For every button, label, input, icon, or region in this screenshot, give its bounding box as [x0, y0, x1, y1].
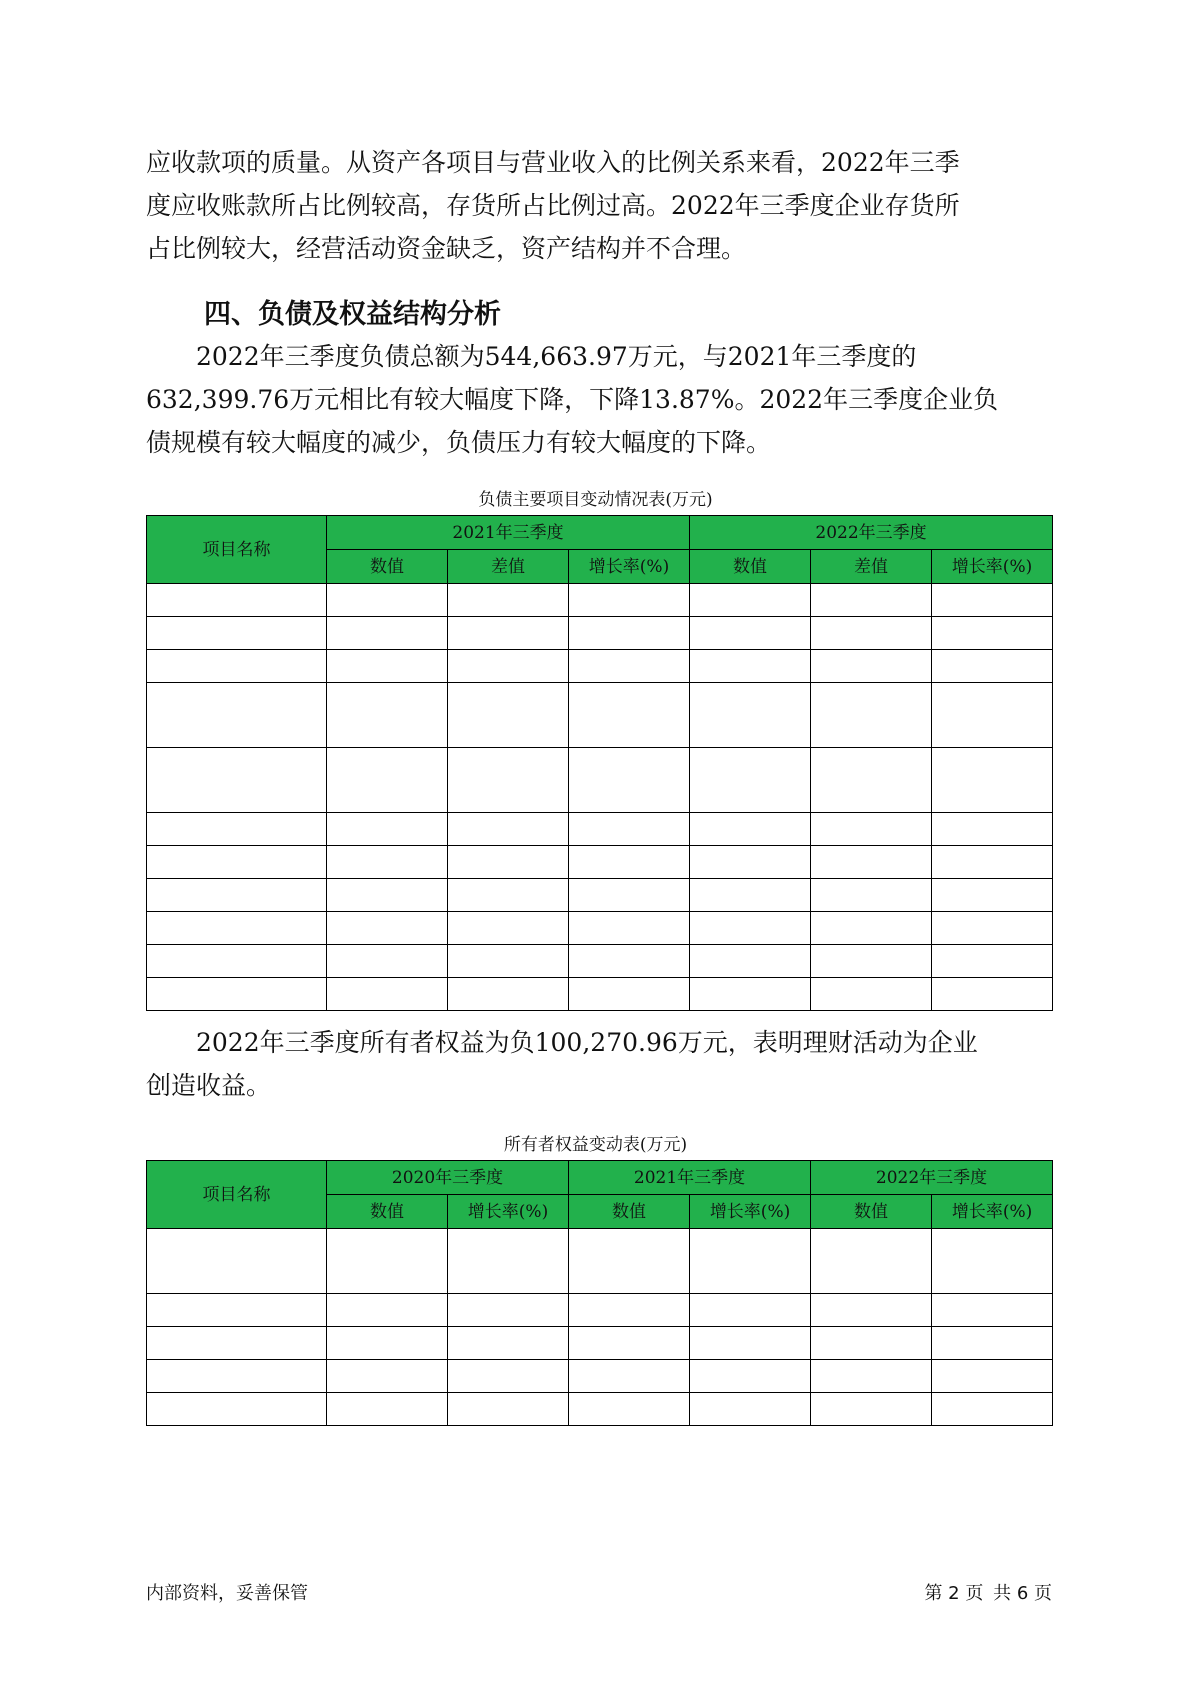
- cell-value: [690, 617, 811, 650]
- cell-value: [932, 1294, 1053, 1327]
- cell-value: [448, 1393, 569, 1426]
- cell-value: [448, 1229, 569, 1294]
- total-pages-label: 共 6 页: [993, 1583, 1052, 1604]
- cell-value: [327, 1294, 448, 1327]
- debt-row: [147, 813, 1053, 846]
- debt-period-header: 2022年三季度: [690, 516, 1053, 550]
- equity-subheader: 增长率(%): [448, 1195, 569, 1229]
- intro-line: 度应收账款所占比例较高，存货所占比例过高。2022年三季度企业存货所: [146, 191, 960, 220]
- cell-value: [448, 813, 569, 846]
- cell-value: [932, 1360, 1053, 1393]
- cell-value: [811, 978, 932, 1011]
- cell-value: [448, 584, 569, 617]
- cell-value: [690, 584, 811, 617]
- cell-value: [569, 683, 690, 748]
- equity-table-caption: 所有者权益变动表(万元): [503, 1135, 688, 1155]
- intro-line: 应收款项的质量。从资产各项目与营业收入的比例关系来看，2022年三季: [146, 148, 960, 177]
- cell-value: [811, 617, 932, 650]
- row-label: [147, 912, 327, 945]
- equity-row: [147, 1393, 1053, 1426]
- cell-value: [448, 650, 569, 683]
- cell-value: [932, 650, 1053, 683]
- cell-value: [448, 912, 569, 945]
- debt-row: [147, 912, 1053, 945]
- row-label: [147, 945, 327, 978]
- debt-period-header: 2021年三季度: [327, 516, 690, 550]
- equity-subheader: 数值: [327, 1195, 448, 1229]
- debt-subheader: 增长率(%): [932, 550, 1053, 584]
- cell-value: [569, 1360, 690, 1393]
- debt-row: [147, 650, 1053, 683]
- cell-value: [327, 1360, 448, 1393]
- cell-value: [448, 945, 569, 978]
- cell-value: [932, 748, 1053, 813]
- cell-value: [327, 617, 448, 650]
- cell-value: [448, 1294, 569, 1327]
- cell-value: [932, 1229, 1053, 1294]
- cell-value: [569, 945, 690, 978]
- equity-line: 创造收益。: [146, 1071, 272, 1100]
- row-label: [147, 683, 327, 748]
- cell-value: [932, 813, 1053, 846]
- cell-value: [327, 912, 448, 945]
- cell-value: [448, 1327, 569, 1360]
- equity-subheader: 数值: [569, 1195, 690, 1229]
- row-label: [147, 650, 327, 683]
- debt-line: 632,399.76万元相比有较大幅度下降，下降13.87%。2022年三季度企业负: [146, 385, 999, 414]
- cell-value: [932, 912, 1053, 945]
- equity-line: 2022年三季度所有者权益为负100,270.96万元，表明理财活动为企业: [196, 1028, 978, 1057]
- cell-value: [448, 1360, 569, 1393]
- cell-value: [811, 846, 932, 879]
- debt-subheader: 数值: [690, 550, 811, 584]
- cell-value: [569, 617, 690, 650]
- row-label: [147, 879, 327, 912]
- cell-value: [448, 978, 569, 1011]
- cell-value: [690, 813, 811, 846]
- cell-value: [932, 879, 1053, 912]
- cell-value: [811, 1294, 932, 1327]
- cell-value: [327, 945, 448, 978]
- debt-row: [147, 879, 1053, 912]
- debt-row: [147, 945, 1053, 978]
- equity-period-header: 2020年三季度: [327, 1161, 569, 1195]
- cell-value: [811, 879, 932, 912]
- footer-note: 内部资料，妥善保管: [146, 1583, 308, 1604]
- row-label: [147, 1229, 327, 1294]
- cell-value: [811, 584, 932, 617]
- row-label: [147, 813, 327, 846]
- cell-value: [448, 748, 569, 813]
- cell-value: [327, 978, 448, 1011]
- debt-row: [147, 584, 1053, 617]
- debt-row: [147, 748, 1053, 813]
- cell-value: [811, 650, 932, 683]
- debt-line: 债规模有较大幅度的减少，负债压力有较大幅度的下降。: [146, 428, 772, 457]
- intro-line: 占比例较大，经营活动资金缺乏，资产结构并不合理。: [146, 234, 747, 263]
- cell-value: [569, 813, 690, 846]
- debt-paragraph: [146, 335, 1046, 464]
- cell-value: [932, 945, 1053, 978]
- cell-value: [811, 813, 932, 846]
- equity-row: [147, 1294, 1053, 1327]
- debt-row: [147, 846, 1053, 879]
- cell-value: [327, 683, 448, 748]
- debt-subheader: 数值: [327, 550, 448, 584]
- equity-row: [147, 1327, 1053, 1360]
- debt-table-caption: 负债主要项目变动情况表(万元): [478, 490, 713, 510]
- equity-period-header: 2021年三季度: [569, 1161, 811, 1195]
- row-label: [147, 584, 327, 617]
- page-label: 第 2 页: [924, 1583, 984, 1604]
- cell-value: [569, 978, 690, 1011]
- row-label: [147, 748, 327, 813]
- cell-value: [811, 1393, 932, 1426]
- cell-value: [569, 912, 690, 945]
- debt-name-header: 项目名称: [147, 516, 327, 584]
- equity-subheader: 数值: [811, 1195, 932, 1229]
- page-number: [920, 1581, 1052, 1607]
- cell-value: [448, 846, 569, 879]
- equity-period-header: 2022年三季度: [811, 1161, 1053, 1195]
- cell-value: [932, 846, 1053, 879]
- cell-value: [327, 1393, 448, 1426]
- debt-subheader: 差值: [448, 550, 569, 584]
- cell-value: [448, 879, 569, 912]
- cell-value: [327, 879, 448, 912]
- cell-value: [569, 584, 690, 617]
- cell-value: [690, 683, 811, 748]
- row-label: [147, 846, 327, 879]
- debt-line: 2022年三季度负债总额为544,663.97万元，与2021年三季度的: [196, 342, 917, 371]
- cell-value: [932, 584, 1053, 617]
- equity-subheader: 增长率(%): [690, 1195, 811, 1229]
- cell-value: [932, 683, 1053, 748]
- cell-value: [811, 748, 932, 813]
- cell-value: [327, 1327, 448, 1360]
- debt-subheader: 差值: [811, 550, 932, 584]
- debt-table: [146, 515, 1053, 1011]
- debt-table-body: [147, 584, 1053, 1011]
- cell-value: [327, 1229, 448, 1294]
- debt-row: [147, 978, 1053, 1011]
- cell-value: [690, 650, 811, 683]
- cell-value: [690, 1294, 811, 1327]
- cell-value: [690, 748, 811, 813]
- cell-value: [811, 683, 932, 748]
- cell-value: [932, 1327, 1053, 1360]
- cell-value: [690, 846, 811, 879]
- cell-value: [690, 1393, 811, 1426]
- cell-value: [569, 1393, 690, 1426]
- cell-value: [327, 748, 448, 813]
- cell-value: [569, 650, 690, 683]
- debt-row: [147, 683, 1053, 748]
- cell-value: [448, 617, 569, 650]
- cell-value: [569, 1327, 690, 1360]
- equity-row: [147, 1360, 1053, 1393]
- cell-value: [690, 978, 811, 1011]
- cell-value: [327, 584, 448, 617]
- cell-value: [690, 879, 811, 912]
- debt-subheader: 增长率(%): [569, 550, 690, 584]
- debt-row: [147, 617, 1053, 650]
- cell-value: [569, 1229, 690, 1294]
- cell-value: [690, 1360, 811, 1393]
- row-label: [147, 1393, 327, 1426]
- cell-value: [569, 846, 690, 879]
- cell-value: [327, 846, 448, 879]
- row-label: [147, 1294, 327, 1327]
- intro-paragraph: [146, 141, 1046, 270]
- equity-table-body: [147, 1229, 1053, 1426]
- equity-subheader: 增长率(%): [932, 1195, 1053, 1229]
- cell-value: [932, 978, 1053, 1011]
- section-heading: 四、负债及权益结构分析: [204, 299, 501, 330]
- cell-value: [690, 945, 811, 978]
- cell-value: [448, 683, 569, 748]
- cell-value: [327, 650, 448, 683]
- cell-value: [569, 879, 690, 912]
- cell-value: [327, 813, 448, 846]
- cell-value: [811, 1327, 932, 1360]
- row-label: [147, 1360, 327, 1393]
- cell-value: [690, 1327, 811, 1360]
- cell-value: [811, 1229, 932, 1294]
- equity-row: [147, 1229, 1053, 1294]
- cell-value: [811, 1360, 932, 1393]
- cell-value: [811, 912, 932, 945]
- row-label: [147, 978, 327, 1011]
- equity-table: [146, 1160, 1053, 1426]
- equity-paragraph: [146, 1021, 1046, 1107]
- row-label: [147, 1327, 327, 1360]
- cell-value: [932, 617, 1053, 650]
- cell-value: [569, 748, 690, 813]
- cell-value: [690, 1229, 811, 1294]
- equity-name-header: 项目名称: [147, 1161, 327, 1229]
- cell-value: [569, 1294, 690, 1327]
- cell-value: [811, 945, 932, 978]
- cell-value: [690, 912, 811, 945]
- cell-value: [932, 1393, 1053, 1426]
- row-label: [147, 617, 327, 650]
